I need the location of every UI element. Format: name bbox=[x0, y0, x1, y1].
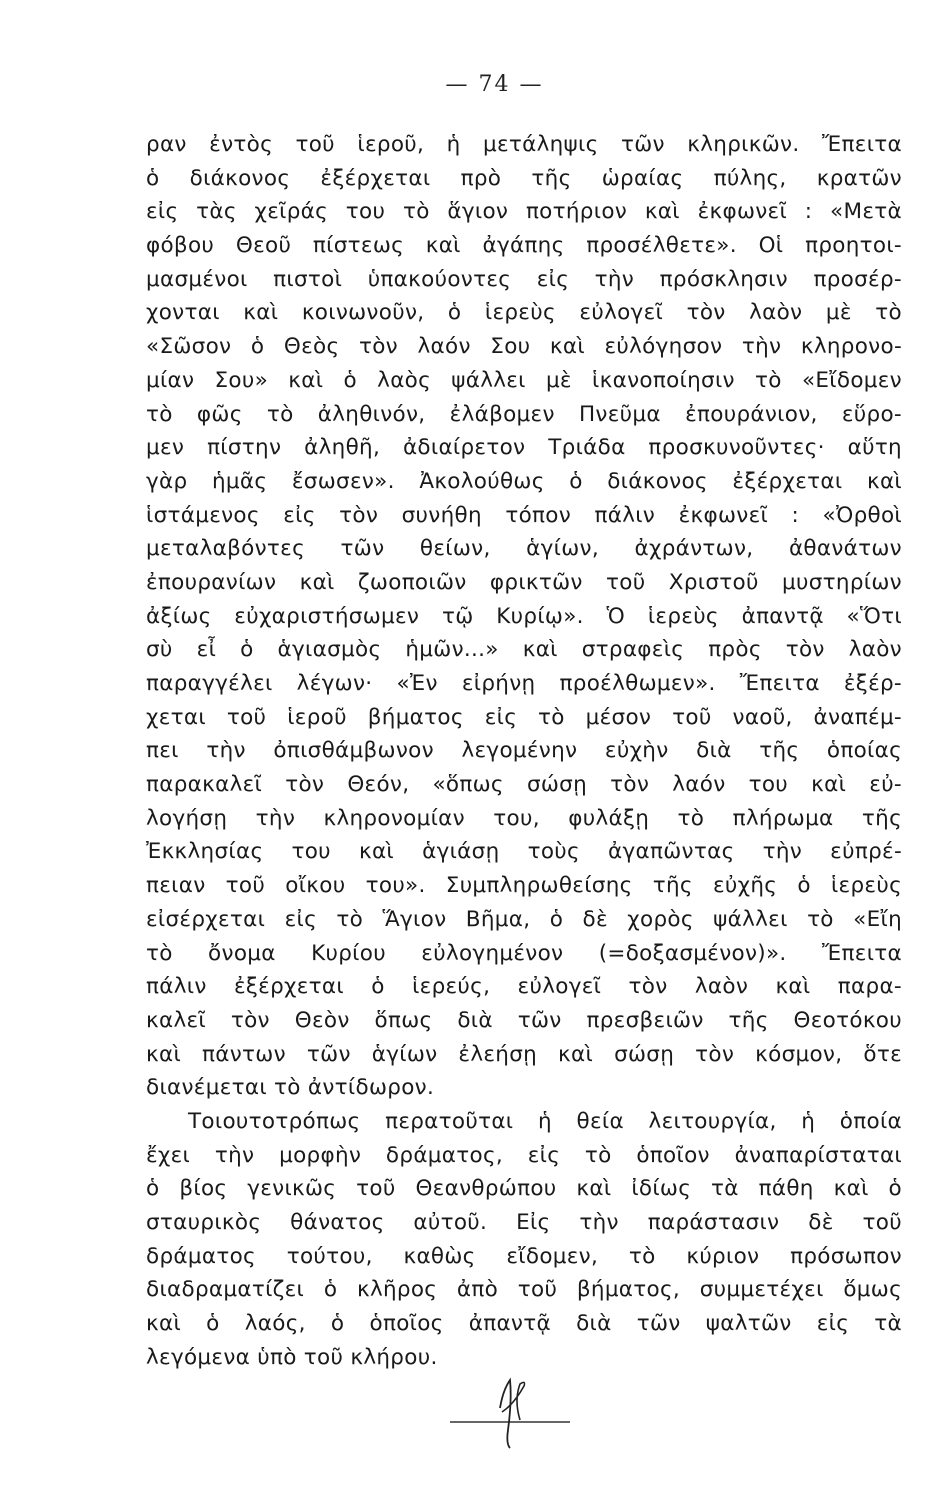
text-line: διανέμεται τὸ ἀντίδωρον. bbox=[146, 1075, 435, 1101]
text-line: μεταλαβόντες τῶν θείων, ἁγίων, ἀχράντων, ἀθανάτων bbox=[146, 536, 902, 562]
page-number: — 74 — bbox=[445, 72, 544, 97]
body-text bbox=[146, 128, 902, 1374]
text-line: τὸ φῶς τὸ ἀληθινόν, ἐλάβομεν Πνεῦμα ἐπουράνιον, εὕρο- bbox=[146, 401, 902, 427]
text-line: πάλιν ἐξέρχεται ὁ ἱερεύς, εὐλογεῖ τὸν λαὸν καὶ παρα- bbox=[146, 974, 902, 1000]
text-line: γὰρ ἡμᾶς ἔσωσεν». Ἀκολούθως ὁ διάκονος ἐξέρχεται καὶ bbox=[146, 468, 902, 494]
text-line: πει τὴν ὀπισθάμβωνον λεγομένην εὐχὴν διὰ τῆς ὁποίας bbox=[146, 738, 902, 764]
text-line: λεγόμενα ὑπὸ τοῦ κλήρου. bbox=[146, 1344, 438, 1370]
text-line: μίαν Σου» καὶ ὁ λαὸς ψάλλει μὲ ἱκανοποίησιν τὸ «Εἴδομεν bbox=[146, 367, 902, 393]
text-line: σταυρικὸς θάνατος αὐτοῦ. Εἰς τὴν παράστασιν δὲ τοῦ bbox=[146, 1210, 902, 1235]
text-line: πειαν τοῦ οἴκου του». Συμπληρωθείσης τῆς εὐχῆς ὁ ἱερεὺς bbox=[146, 873, 902, 899]
text-line: τὸ ὄνομα Κυρίου εὐλογημένον (=δοξασμένον)». Ἔπειτα bbox=[146, 940, 902, 966]
text-line: ἱστάμενος εἰς τὸν συνήθη τόπον πάλιν ἐκφωνεῖ : «Ὀρθοὶ bbox=[146, 502, 902, 528]
text-line: ραν ἐντὸς τοῦ ἱεροῦ, ἡ μετάληψις τῶν κληρικῶν. Ἔπειτα bbox=[146, 132, 902, 157]
text-line: Τοιουτοτρόπως περατοῦται ἡ θεία λειτουργία, ἡ ὁποία bbox=[188, 1108, 902, 1134]
text-line: δράματος τούτου, καθὼς εἴδομεν, τὸ κύριον πρόσωπον bbox=[146, 1243, 902, 1269]
text-line: καλεῖ τὸν Θεὸν ὅπως διὰ τῶν πρεσβειῶν τῆς Θεοτόκου bbox=[146, 1007, 902, 1033]
text-line: ὁ διάκονος ἐξέρχεται πρὸ τῆς ὡραίας πύλης, κρατῶν bbox=[146, 165, 902, 191]
text-line: σὺ εἶ ὁ ἁγιασμὸς ἡμῶν...» καὶ στραφεὶς πρὸς τὸν λαὸν bbox=[146, 637, 902, 663]
text-line: μασμένοι πιστοὶ ὑπακούοντες εἰς τὴν πρόσκλησιν προσέρ- bbox=[146, 266, 902, 292]
text-line: ὁ βίος γενικῶς τοῦ Θεανθρώπου καὶ ἰδίως τὰ πάθη καὶ ὁ bbox=[146, 1176, 902, 1202]
text-line: λογήσῃ τὴν κληρονομίαν του, φυλάξῃ τὸ πλήρωμα τῆς bbox=[146, 805, 902, 831]
text-line: ἀξίως εὐχαριστήσωμεν τῷ Κυρίῳ». Ὁ ἱερεὺς ἀπαντᾷ «Ὅτι bbox=[146, 603, 902, 629]
text-line: παρακαλεῖ τὸν Θεόν, «ὅπως σώσῃ τὸν λαόν του καὶ εὐ- bbox=[146, 772, 902, 798]
text-line: χονται καὶ κοινωνοῦν, ὁ ἱερεὺς εὐλογεῖ τὸν λαὸν μὲ τὸ bbox=[146, 300, 902, 326]
text-line: φόβου Θεοῦ πίστεως καὶ ἀγάπης προσέλθετε». Οἱ προητοι- bbox=[146, 233, 902, 259]
text-line: χεται τοῦ ἱεροῦ βήματος εἰς τὸ μέσον τοῦ ναοῦ, ἀναπέμ- bbox=[146, 704, 902, 730]
text-line: καὶ ὁ λαός, ὁ ὁποῖος ἀπαντᾷ διὰ τῶν ψαλτῶν εἰς τὰ bbox=[146, 1311, 902, 1337]
text-line: διαδραματίζει ὁ κλῆρος ἀπὸ τοῦ βήματος, συμμετέχει ὅμως bbox=[146, 1277, 902, 1303]
handwritten-signature-icon bbox=[440, 1360, 580, 1450]
text-line: Ἐκκλησίας του καὶ ἁγιάσῃ τοὺς ἀγαπῶντας τὴν εὐπρέ- bbox=[146, 839, 902, 865]
text-line: «Σῶσον ὁ Θεὸς τὸν λαόν Σου καὶ εὐλόγησον τὴν κληρονο- bbox=[146, 334, 902, 360]
text-line: μεν πίστην ἀληθῆ, ἀδιαίρετον Τριάδα προσκυνοῦντες· αὕτη bbox=[146, 435, 902, 461]
text-line: ἔχει τὴν μορφὴν δράματος, εἰς τὸ ὁποῖον ἀναπαρίσταται bbox=[146, 1142, 902, 1168]
text-line: εἰς τὰς χεῖράς του τὸ ἅγιον ποτήριον καὶ ἐκφωνεῖ : «Μετὰ bbox=[146, 199, 902, 225]
text-line: καὶ πάντων τῶν ἁγίων ἐλεήσῃ καὶ σώσῃ τὸν κόσμον, ὅτε bbox=[146, 1041, 902, 1067]
text-line: ἐπουρανίων καὶ ζωοποιῶν φρικτῶν τοῦ Χριστοῦ μυστηρίων bbox=[146, 569, 902, 595]
text-line: εἰσέρχεται εἰς τὸ Ἅγιον Βῆμα, ὁ δὲ χορὸς ψάλλει τὸ «Εἴη bbox=[146, 906, 902, 932]
text-line: παραγγέλει λέγων· «Ἐν εἰρήνῃ προέλθωμεν». Ἔπειτα ἐξέρ- bbox=[146, 671, 902, 696]
